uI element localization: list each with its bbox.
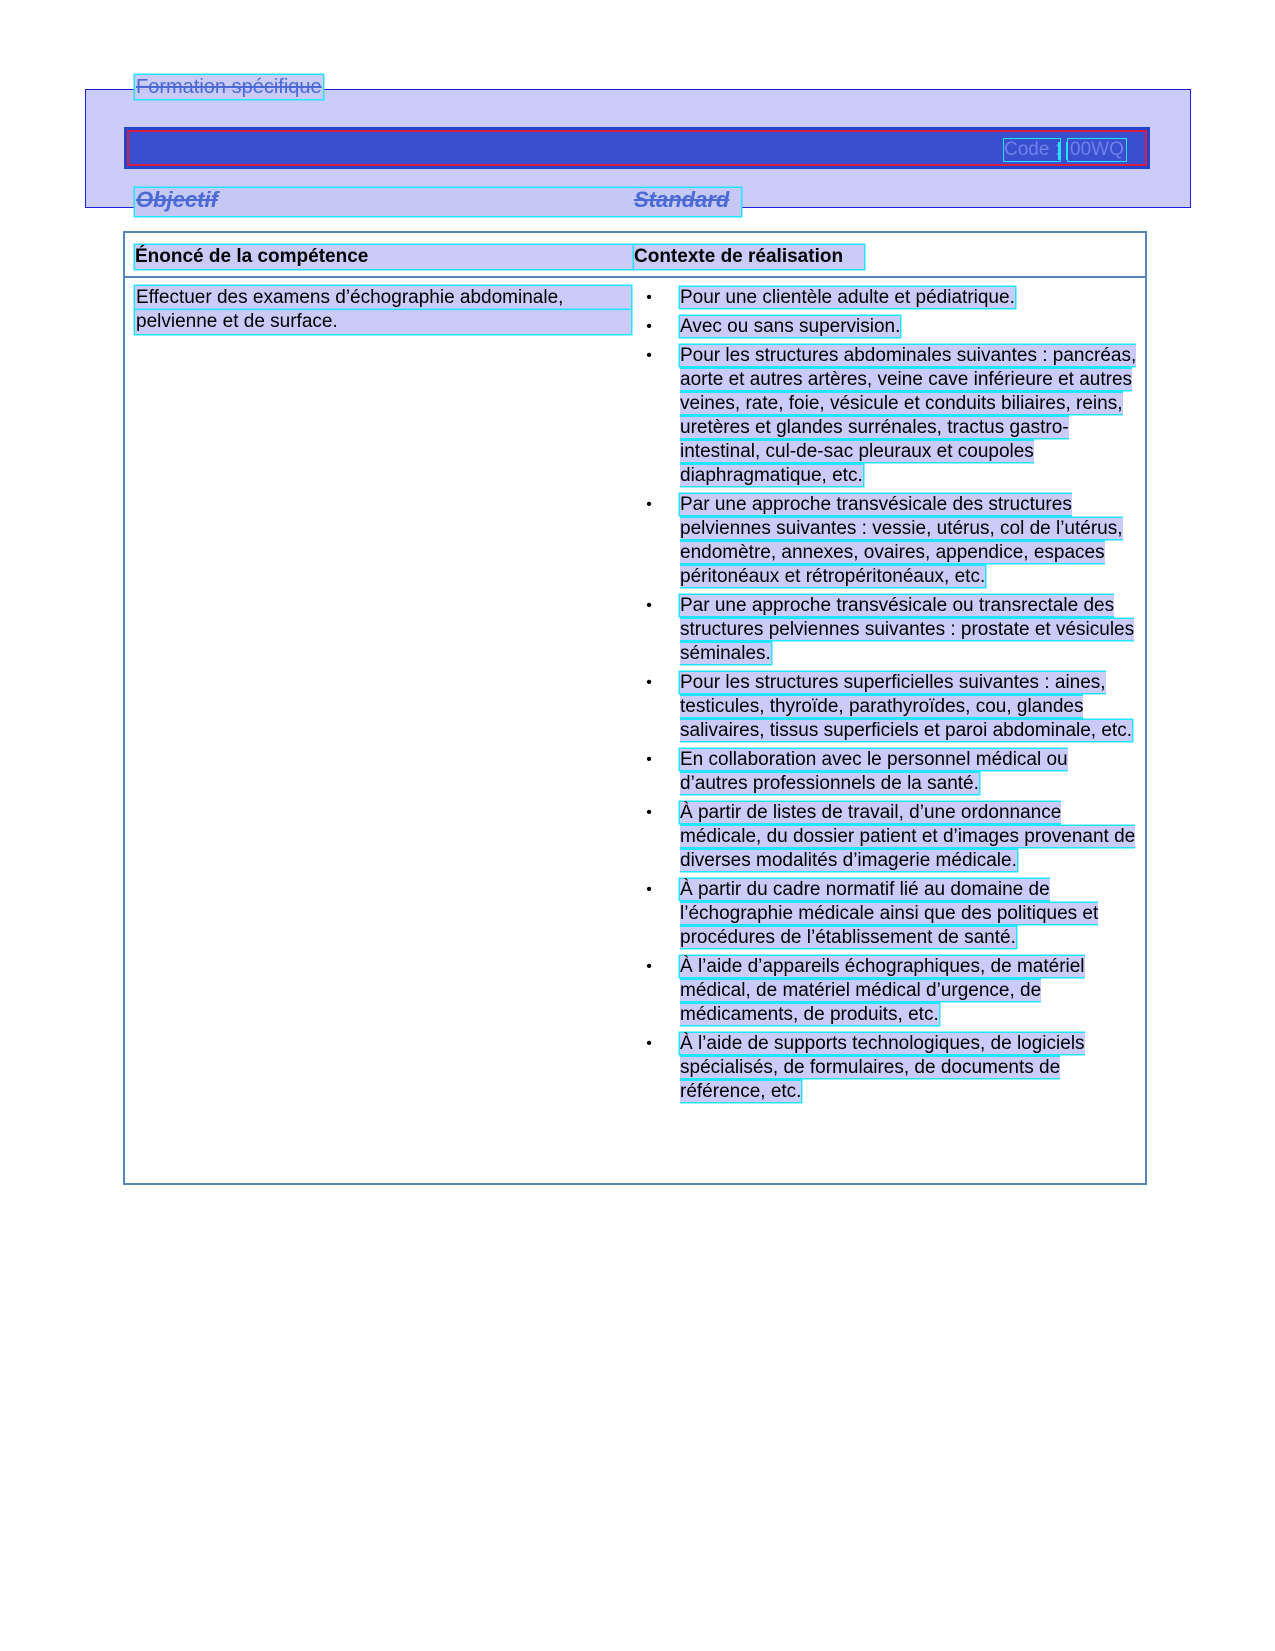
bullet-icon: • <box>646 597 652 614</box>
column-header-contexte: Contexte de réalisation <box>634 245 864 269</box>
code-separator <box>1058 142 1068 160</box>
code-label: Code : <box>1004 139 1060 160</box>
context-list-item <box>640 748 1140 796</box>
bullet-icon: • <box>646 674 652 691</box>
context-list <box>640 286 1140 1109</box>
context-list-item <box>640 315 1140 339</box>
context-list-item <box>640 801 1140 873</box>
context-item-text: À l’aide de supports technologiques, de logiciels spécialisés, de formulaires, de documents de référence, etc. <box>680 1033 1085 1102</box>
context-item-text: Par une approche transvésicale ou transrectale des structures pelviennes suivantes : prostate et vésicules séminales. <box>680 595 1135 664</box>
heading-standard: Standard <box>634 187 730 212</box>
context-list-item <box>640 955 1140 1027</box>
code-bar <box>124 127 1150 169</box>
heading-objectif: Objectif <box>136 187 218 212</box>
context-list-item <box>640 286 1140 310</box>
column-header-enonce: Énoncé de la compétence <box>135 245 633 269</box>
bullet-icon: • <box>646 347 652 364</box>
bullet-icon: • <box>646 496 652 513</box>
context-item-text: En collaboration avec le personnel médical ou d’autres professionnels de la santé. <box>680 749 1068 794</box>
context-list-item <box>640 878 1140 950</box>
code-value: 00WQ <box>1070 139 1124 160</box>
context-list-item <box>640 344 1140 488</box>
context-item-text: Pour les structures abdominales suivantes : pancréas, aorte et autres artères, veine cave inférieure et autres veines, rate, foie, vésicule et conduits biliaires, reins, uretères et glandes surrénales, tractus gastro-intestinal, cul-de-sac pleuraux et coupoles diaphragmatique, etc. <box>680 345 1137 486</box>
competence-statement <box>135 286 635 334</box>
bullet-icon: • <box>646 958 652 975</box>
context-item-text: À partir de listes de travail, d’une ordonnance médicale, du dossier patient et d’images provenant de diverses modalités d’imagerie médicale. <box>680 802 1136 871</box>
bullet-icon: • <box>646 751 652 768</box>
context-item-text: Par une approche transvésicale des structures pelviennes suivantes : vessie, utérus, col de l’utérus, endomètre, annexes, ovaires, appendice, espaces péritonéaux et rétropéritonéaux, etc. <box>680 494 1123 587</box>
competence-line: pelvienne et de surface. <box>135 310 631 334</box>
section-title: Formation spécifique <box>136 76 322 98</box>
bullet-icon: • <box>646 289 652 306</box>
competence-line: Effectuer des examens d’échographie abdominale, <box>135 286 631 310</box>
context-list-item <box>640 671 1140 743</box>
context-list-item <box>640 594 1140 666</box>
context-item-text: À l’aide d’appareils échographiques, de matériel médical, de matériel médical d’urgence, de médicaments, de produits, etc. <box>680 956 1085 1025</box>
bullet-icon: • <box>646 1035 652 1052</box>
context-list-item <box>640 1032 1140 1104</box>
context-list-item <box>640 493 1140 589</box>
context-item-text: Avec ou sans supervision. <box>680 316 901 337</box>
context-item-text: Pour une clientèle adulte et pédiatrique. <box>680 287 1015 308</box>
context-item-text: À partir du cadre normatif lié au domaine de l’échographie médicale ainsi que des politiques et procédures de l’établissement de santé. <box>680 879 1099 948</box>
table-header-divider <box>123 276 1147 278</box>
bullet-icon: • <box>646 318 652 335</box>
bullet-icon: • <box>646 804 652 821</box>
bullet-icon: • <box>646 881 652 898</box>
context-item-text: Pour les structures superficielles suivantes : aines, testicules, thyroïde, parathyroïdes, cou, glandes salivaires, tissus superficiels et paroi abdominale, etc. <box>680 672 1132 741</box>
